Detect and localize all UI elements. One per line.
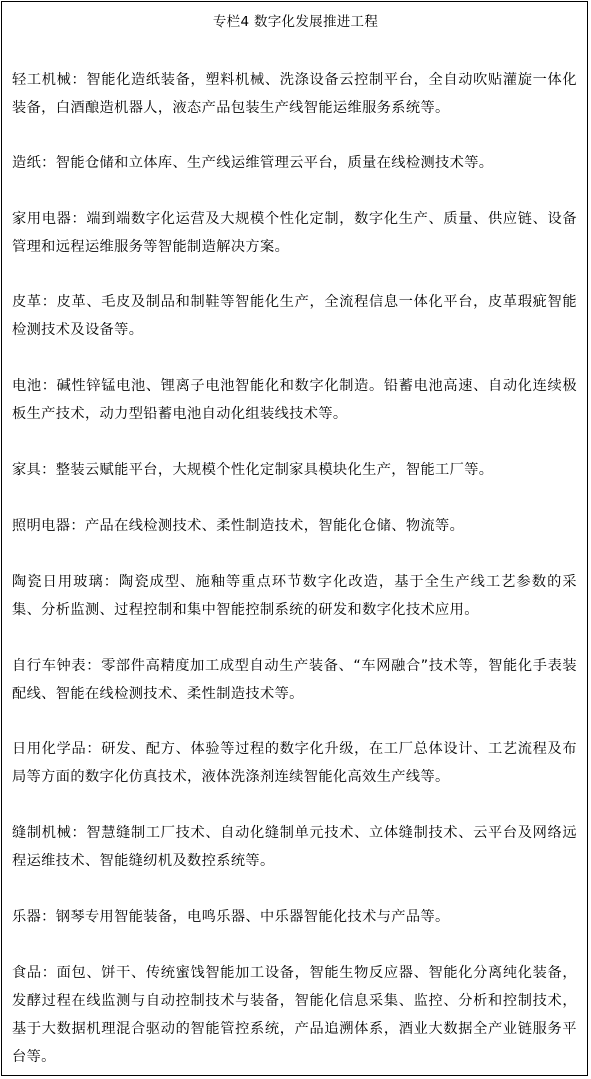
- entry-text: 研发、配方、体验等过程的数字化升级，在工厂总体设计、工艺流程及布局等方面的数字化仿真技术，液体洗涤剂连续智能化高效生产线等。: [12, 741, 577, 785]
- entry-label: 皮革：: [12, 294, 57, 310]
- column-box: [1, 1, 588, 1076]
- entry-furniture: [12, 456, 577, 484]
- entry-musical-instruments: [12, 903, 577, 931]
- entry-text: 碱性锌锰电池、锂离子电池智能化和数字化制造。铅蓄电池高速、自动化连续极板生产技术，动力型铅蓄电池自动化组装线技术等。: [12, 378, 577, 422]
- entry-text: 整装云赋能平台，大规模个性化定制家具模块化生产，智能工厂等。: [55, 462, 494, 478]
- entry-text: 陶瓷成型、施釉等重点环节数字化改造，基于全生产线工艺参数的采集、分析监测、过程控制和集中智能控制系统的研发和数字化技术应用。: [12, 574, 577, 618]
- entry-text: 智慧缝制工厂技术、自动化缝制单元技术、立体缝制技术、云平台及网络远程运维技术、智能缝纫机及数控系统等。: [12, 825, 577, 869]
- entry-label: 造纸：: [12, 155, 56, 171]
- entry-label: 家具：: [12, 462, 56, 478]
- entry-label: 家用电器：: [12, 211, 87, 227]
- entry-bicycles-clocks: [12, 652, 577, 708]
- entry-label: 自行车钟表：: [12, 658, 102, 674]
- entry-food: [12, 959, 577, 1071]
- entry-text: 端到端数字化运营及大规模个性化定制，数字化生产、质量、供应链、设备管理和远程运维服务等智能制造解决方案。: [12, 211, 577, 255]
- entry-text: 智能仓储和立体库、生产线运维管理云平台，质量在线检测技术等。: [55, 155, 494, 171]
- entry-label: 乐器：: [12, 909, 56, 925]
- entry-lighting: [12, 512, 577, 540]
- entry-label: 缝制机械：: [12, 825, 87, 841]
- entry-text: 皮革、毛皮及制品和制鞋等智能化生产，全流程信息一体化平台，皮革瑕疵智能检测技术及设备等。: [12, 294, 577, 338]
- entry-label: 电池：: [12, 378, 57, 394]
- entry-label: 轻工机械：: [12, 72, 87, 88]
- column-title: 专栏4 数字化发展推进工程: [212, 14, 379, 30]
- entry-text: 智能化造纸装备，塑料机械、洗涤设备云控制平台，全自动吹贴灌旋一体化装备，白酒酿造机器人，液态产品包装生产线智能运维服务系统等。: [12, 72, 577, 116]
- entry-daily-chemicals: [12, 735, 577, 791]
- entry-batteries: [12, 372, 577, 428]
- entry-light-industry-machinery: [12, 66, 577, 122]
- entry-sewing-machinery: [12, 819, 577, 875]
- entry-label: 照明电器：: [12, 518, 85, 534]
- entry-text: 产品在线检测技术、柔性制造技术，智能化仓储、物流等。: [84, 518, 465, 534]
- entry-leather: [12, 288, 577, 344]
- entry-label: 陶瓷日用玻璃：: [12, 574, 120, 590]
- entry-papermaking: [12, 149, 577, 177]
- entry-text: 钢琴专用智能装备，电鸣乐器、中乐器智能化技术与产品等。: [55, 909, 450, 925]
- entry-text: 零部件高精度加工成型自动生产装备、“车网融合”技术等，智能化手表装配线、智能在线检测技术、柔性制造技术等。: [12, 658, 578, 702]
- entry-label: 食品：: [12, 965, 57, 981]
- entry-text: 面包、饼干、传统蜜饯智能加工设备，智能生物反应器、智能化分离纯化装备，发酵过程在线监测与自动控制技术与装备，智能化信息采集、监控、分析和控制技术，基于大数据机理混合驱动的智能管控系统，产品追溯体系，酒业大数据全产业链服务平台等。: [12, 965, 577, 1065]
- entry-household-appliances: [12, 205, 577, 261]
- entry-ceramics-glass: [12, 568, 577, 624]
- entry-label: 日用化学品：: [12, 741, 102, 757]
